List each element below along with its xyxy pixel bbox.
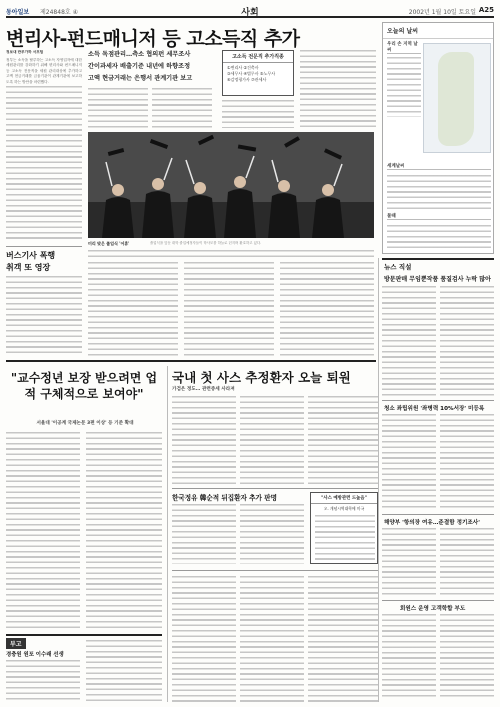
tide-label: 물때 <box>387 213 491 220</box>
graduation-photo-graphic <box>88 132 374 238</box>
graduation-photo <box>88 132 374 238</box>
sars-box-sub: 오. 개념시역대학에 미국 <box>323 506 365 511</box>
news-title-4: 회원스 운영 고객학합 부도 <box>400 606 466 612</box>
profession-item: ⑥감정평가사 ⑦관세사 <box>227 77 267 82</box>
lead-text: 정부는 소득을 탈루하는 고소득 자영업자에 대한 세원관리를 강화하기 위해 변리사와 펀드매니저 등 고소득 전문직을 세원 관리대상에 추가하고 고액 현금거래를 금융기관이 관계기관에 보고하도록 하는 방안을 마련했다. <box>6 58 82 84</box>
paper-name: 동아일보 <box>6 9 30 16</box>
page-number: A25 <box>478 6 494 14</box>
sars-body-b <box>240 396 304 484</box>
weather-panel-title: 오늘의 날씨 <box>383 23 493 39</box>
sars-box-title: "사스 예방관련 드높음" <box>311 493 377 504</box>
news-body-1a <box>382 286 436 396</box>
divider <box>6 246 82 247</box>
lead-body-lines <box>6 86 82 242</box>
body-col-b <box>152 88 212 128</box>
news-body-3a <box>382 528 436 596</box>
divider <box>172 488 378 489</box>
photo-caption-title: 미리 맞은 졸업식 '어휴' <box>88 241 130 246</box>
quote-body-a <box>6 432 80 630</box>
photo-caption-lines <box>88 250 374 260</box>
news-rule <box>382 258 494 260</box>
column-divider <box>378 258 379 702</box>
section-rule <box>6 360 376 362</box>
issue-number: 제24848호 ④ <box>40 9 78 16</box>
region-weather-label: 우리 손 지역 날씨 <box>387 41 421 54</box>
news-title-2: 청소 좌립위원 '좌병력 10%서장' 미등록 <box>384 406 485 412</box>
body-col-d <box>300 50 376 128</box>
news-body-4a <box>382 614 436 700</box>
obit-title: 경충원 원포 이수래 선생 <box>6 652 64 658</box>
deck-line-3: 고액 현금거래는 은행서 관계기관 보고 <box>88 75 193 82</box>
photo-caption-text: 졸업식을 앞둔 대학 졸업예정자들이 학사모를 하늘로 던지며 환호하고 있다. <box>150 241 262 245</box>
sars-body-a <box>172 396 236 484</box>
sars-sub2: 한국정유 韓순적 뒤집환자 추가 판명 <box>172 494 277 502</box>
quote-subhead: 서울대 '이공계 국제논문 3편 이상' 등 기준 확대 <box>36 421 134 426</box>
deck-line-1: 소득 독점관리…측소 협의펀 세무조사 <box>88 51 191 58</box>
masthead <box>6 4 494 18</box>
news-body-4b <box>440 614 494 700</box>
region-weather <box>387 41 421 56</box>
obit-rule <box>6 634 162 636</box>
profession-item: ③세무사 ④법무사 ⑤노무사 <box>227 71 276 76</box>
obit-body-a <box>6 660 80 702</box>
news-title-3: 해양부 '항의장 여유…준결함 정기조사' <box>384 520 480 526</box>
sars-box-body <box>315 515 375 561</box>
bus-story-body <box>6 276 82 356</box>
body-col-a <box>88 88 148 128</box>
news-body-2a <box>382 414 436 510</box>
sars-body-c <box>308 396 378 484</box>
weather-map <box>423 43 491 153</box>
profession-item: ①변리사 ②건축사 <box>227 65 259 70</box>
sars2-body-b <box>240 504 304 564</box>
bottom-body-c <box>308 576 378 702</box>
body-col-g <box>280 262 374 356</box>
body-col-e <box>88 262 178 356</box>
divider <box>172 570 378 571</box>
divider <box>382 600 494 601</box>
bus-story-title-1: 버스기사 폭행 <box>6 251 56 260</box>
region-weather-lines <box>387 57 421 117</box>
tide-info <box>387 213 491 222</box>
quote-story <box>6 370 162 414</box>
lead-byline: 정보대 반부가하 서프팀 <box>6 50 44 54</box>
quote-headline: "교수정년 보장 받으려면 업적 구체적으로 보여야" <box>10 371 158 401</box>
news-label: 뉴스 직설 <box>384 263 412 271</box>
bottom-body-a <box>172 576 236 702</box>
sars2-body-a <box>172 504 236 564</box>
tide-lines <box>387 225 491 249</box>
obit-body-b <box>86 640 162 702</box>
profession-box-title: 고소득 전문직 추가직종 <box>223 51 293 63</box>
news-title-1: 방문판매 무임뿐작품 품질검사 누락 많아 <box>384 276 491 283</box>
issue-date: 2002년 1월 10일 토요일 <box>408 9 476 16</box>
world-weather-label: 세계날씨 <box>387 163 491 170</box>
weather-panel <box>382 22 494 254</box>
news-body-3b <box>440 528 494 596</box>
sars-headline: 국내 첫 사스 추정환자 오늘 퇴원 <box>172 370 351 385</box>
news-body-2b <box>440 414 494 510</box>
sars-sub: 가검은 정도… 관련증세 사라져 <box>172 387 235 392</box>
column-divider <box>167 366 168 702</box>
main-headline: 변리사-펀드매니저 등 고소득직 추가 <box>6 28 300 50</box>
divider <box>382 514 494 515</box>
news-body-1b <box>440 286 494 396</box>
world-weather-lines <box>387 175 491 209</box>
bus-story-title-2: 취객 또 영장 <box>6 263 51 272</box>
bottom-body-b <box>240 576 304 702</box>
section-title: 사회 <box>241 8 259 18</box>
map-landmass <box>438 52 474 146</box>
sars-box <box>310 492 378 564</box>
divider <box>382 400 494 401</box>
deck-line-2: 간이과세자 배출기준 내년에 하향조정 <box>88 63 191 70</box>
profession-box <box>222 50 294 96</box>
quote-body-b <box>86 432 162 630</box>
obit-tag: 부고 <box>6 638 26 649</box>
world-weather <box>387 163 491 172</box>
body-col-f <box>184 262 274 356</box>
body-col-c <box>222 100 294 128</box>
